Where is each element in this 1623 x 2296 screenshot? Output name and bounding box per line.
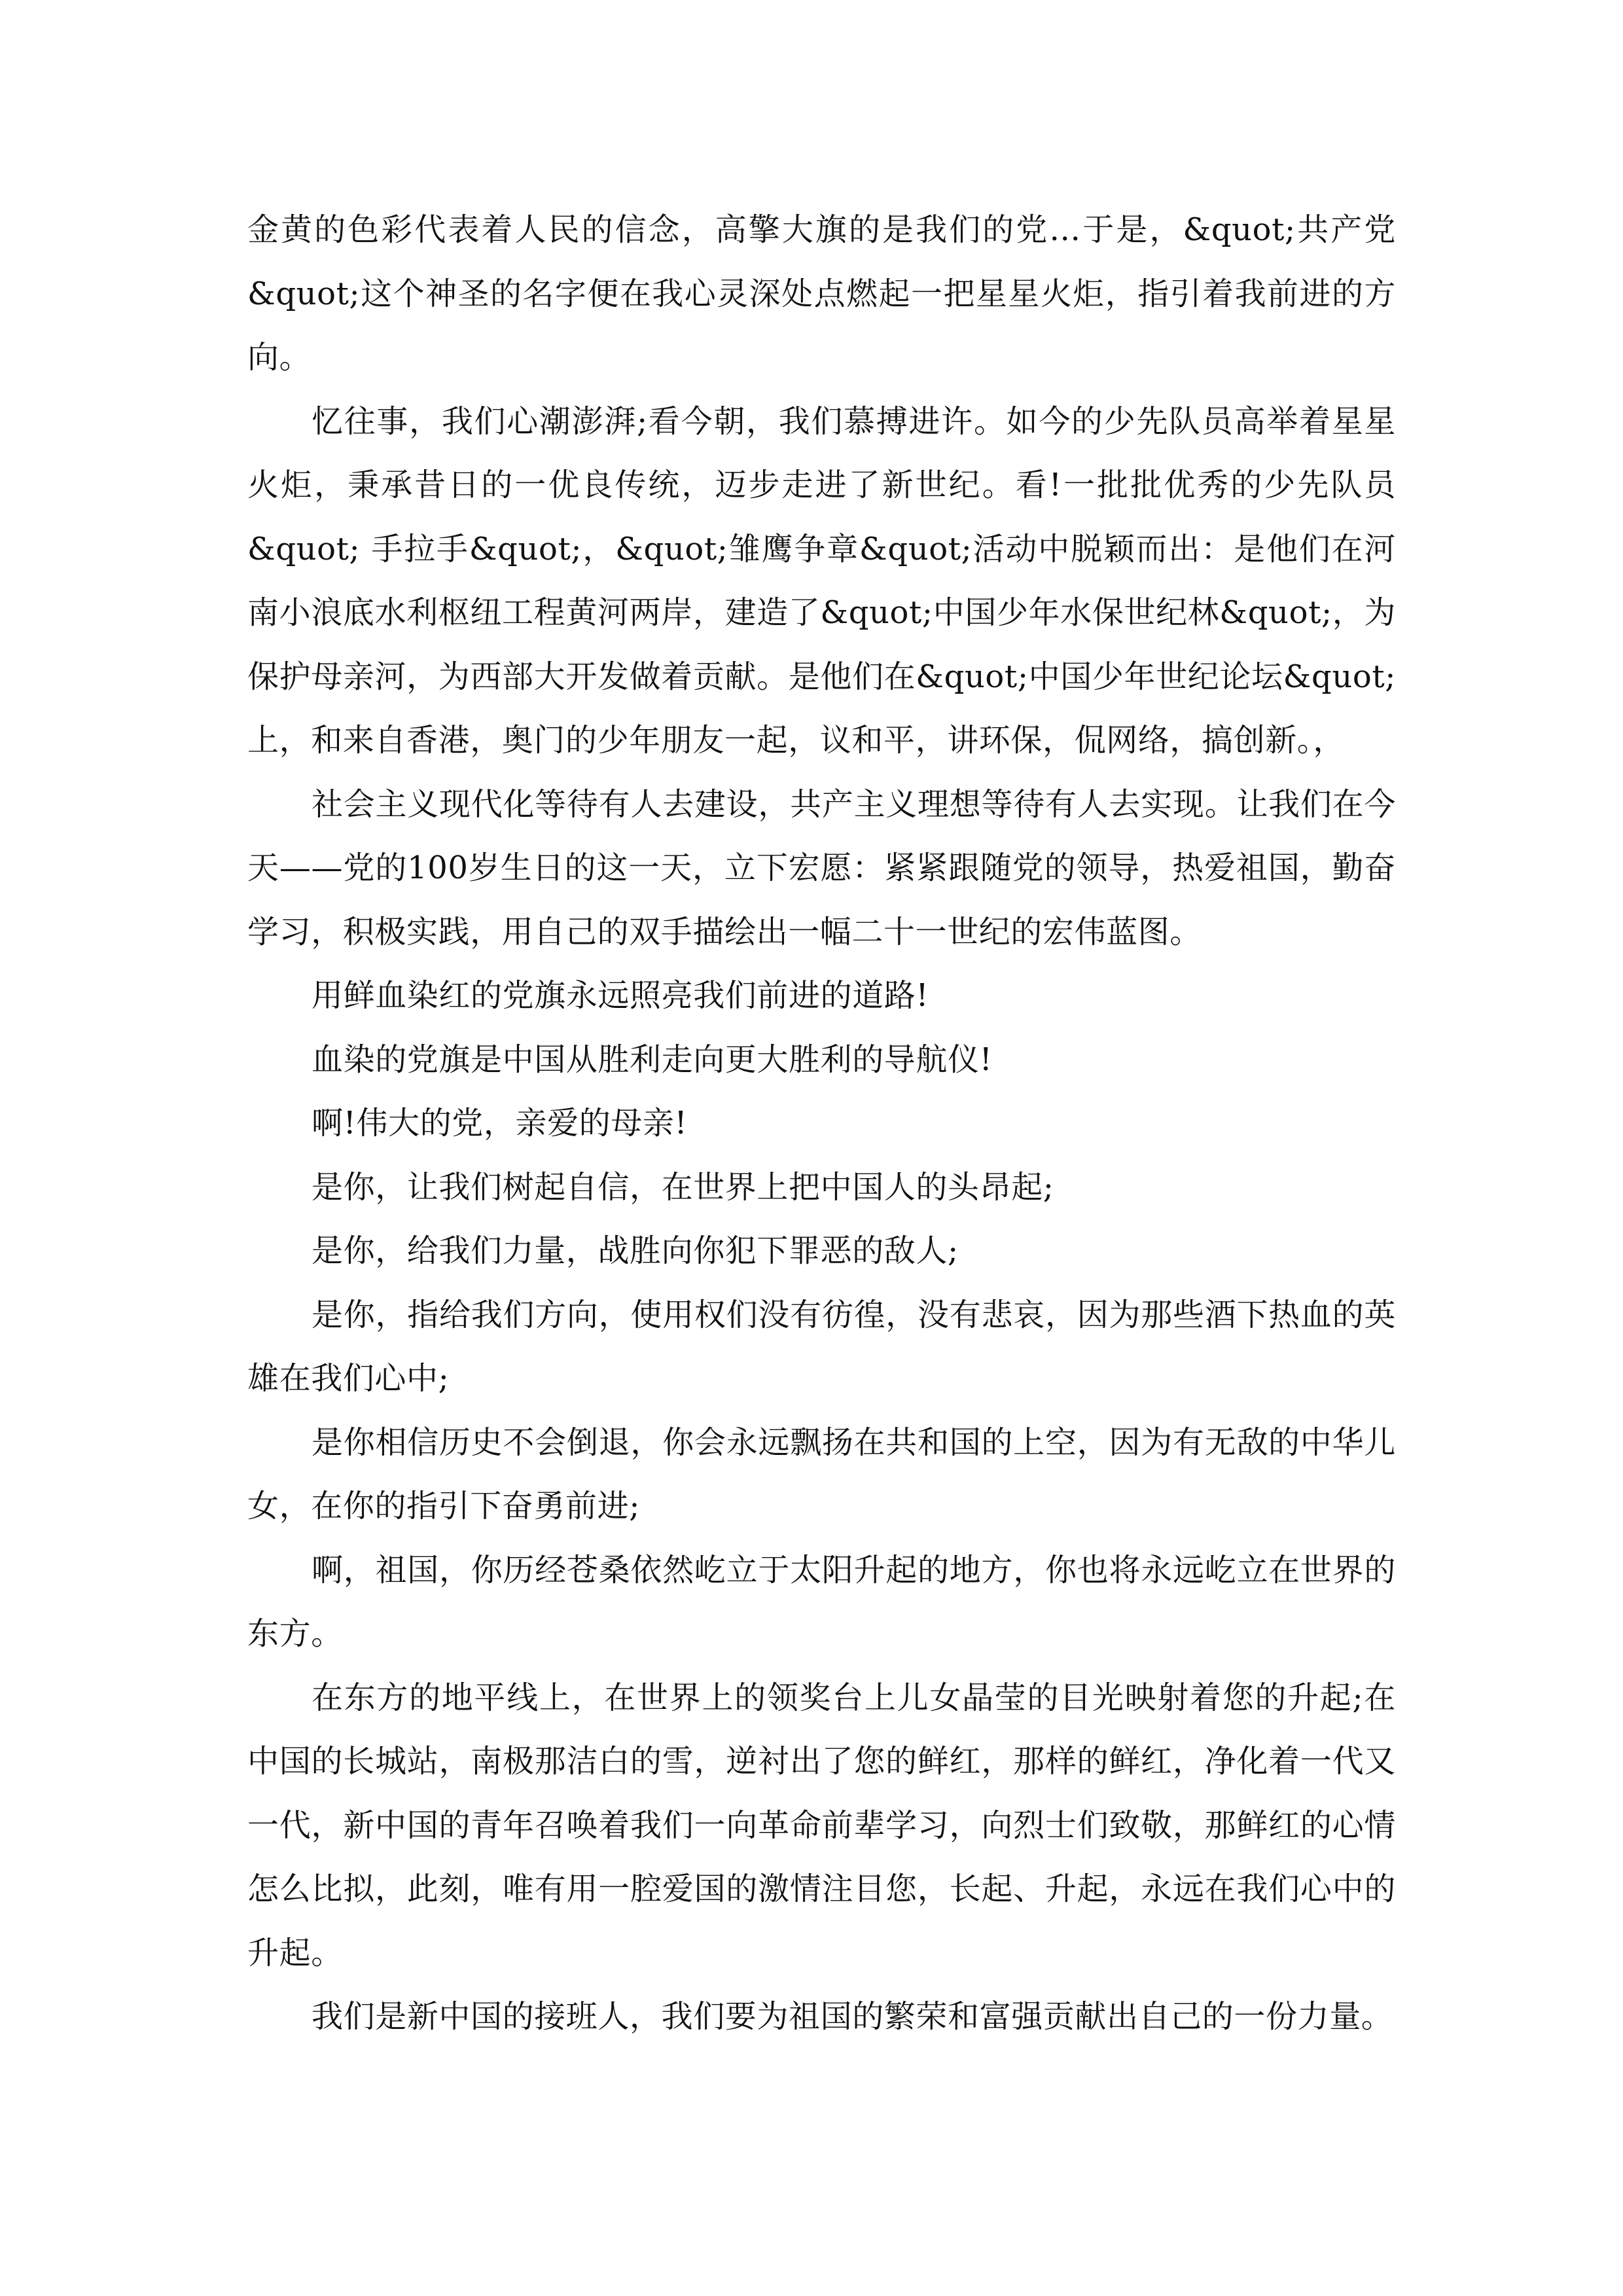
paragraph-2: 忆往事，我们心潮澎湃;看今朝，我们慕搏进许。如今的少先队员高举着星星火炬，秉承昔日的一优良传统，迈步走进了新世纪。看!一批批优秀的少先队员&quot; 手拉手&quot;，&quot;雏鹰争章&quot;活动中脱颖而出：是他们在河南小浪底水利枢纽工程黄河两岸，建造了&quot;中国少年水保世纪林&quot;，为保护母亲河，为西部大开发做着贡献。是他们在&quot;中国少年世纪论坛&quot;上，和来自香港，奥门的少年朋友一起，议和平，讲环保，侃网络，搞创新。， [247,403,1396,759]
paragraph-3: 社会主义现代化等待有人去建设，共产主义理想等待有人去实现。让我们在今天——党的100岁生日的这一天，立下宏愿：紧紧跟随党的领导，热爱祖国，勤奋学习，积极实践，用自己的双手描绘出一幅二十一世纪的宏伟蓝图。 [247,785,1396,950]
document-body [247,198,1396,2049]
paragraph-13: 我们是新中国的接班人，我们要为祖国的繁荣和富强贡献出自己的一份力量。 [312,1998,1393,2035]
paragraph-8: 是你，给我们力量，战胜向你犯下罪恶的敌人; [312,1232,959,1269]
paragraph-11: 啊，祖国，你历经苍桑依然屹立于太阳升起的地方，你也将永远屹立在世界的东方。 [247,1551,1396,1652]
paragraph-9: 是你，指给我们方向，使用权们没有彷徨，没有悲哀，因为那些酒下热血的英雄在我们心中; [247,1296,1396,1397]
paragraph-12: 在东方的地平线上，在世界上的领奖台上儿女晶莹的目光映射着您的升起;在中国的长城站，南极那洁白的雪，逆衬出了您的鲜红，那样的鲜红，净化着一代又一代，新中国的青年召唤着我们一向革命前辈学习，向烈士们致敬，那鲜红的心情怎么比拟，此刻，唯有用一腔爱国的激情注目您，长起、升起，永远在我们心中的升起。 [247,1679,1396,1971]
paragraph-5: 血染的党旗是中国从胜利走向更大胜利的导航仪! [312,1041,993,1078]
paragraph-10: 是你相信历史不会倒退，你会永远飘扬在共和国的上空，因为有无敌的中华儿女，在你的指引下奋勇前进; [247,1424,1396,1524]
paragraph-7: 是你，让我们树起自信，在世界上把中国人的头昂起; [312,1168,1054,1206]
paragraph-1: 金黄的色彩代表着人民的信念，高擎大旗的是我们的党…于是，&quot;共产党&quot;这个神圣的名字便在我心灵深处点燃起一把星星火炬，指引着我前进的方向。 [247,211,1396,376]
paragraph-6: 啊!伟大的党，亲爱的母亲! [312,1105,688,1141]
paragraph-4: 用鲜血染红的党旗永远照亮我们前进的道路! [312,977,929,1014]
